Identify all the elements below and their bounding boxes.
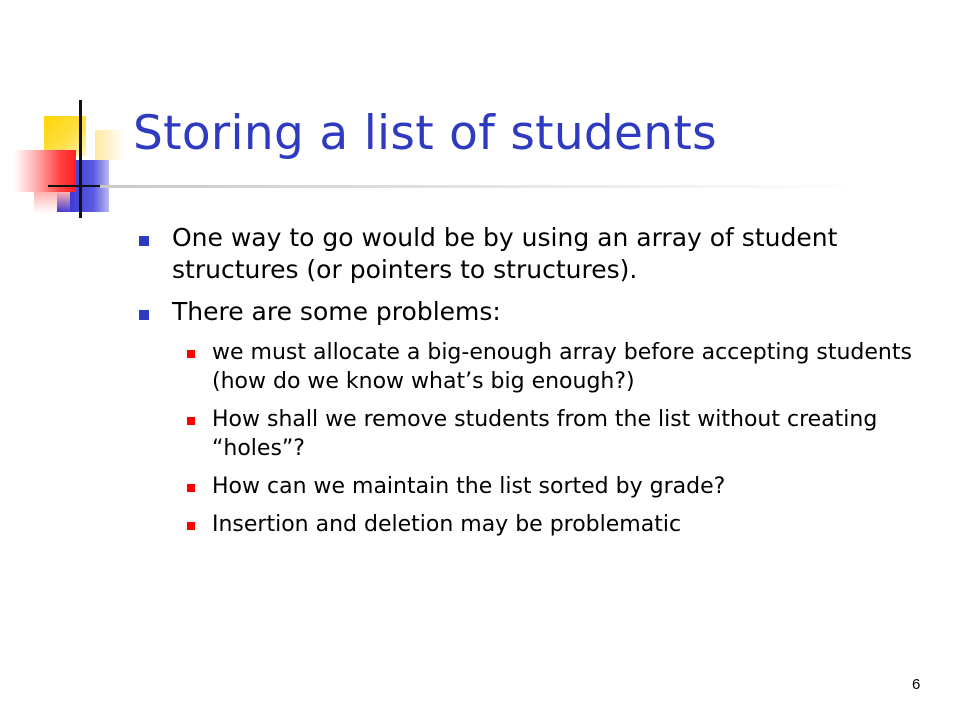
slide-content: [134, 222, 914, 548]
bullet-text: One way to go would be by using an array of student structures (or pointers to structures).: [172, 223, 838, 284]
logo-vertical-line: [79, 100, 82, 218]
sub-bullet-item: [134, 405, 914, 463]
sub-bullet-text: we must allocate a big-enough array before accepting students (how do we know what’s big enough?): [212, 340, 912, 394]
bullet-square-icon: [139, 236, 149, 246]
bullet-square-icon: [139, 310, 149, 320]
title-underline: [100, 185, 870, 188]
sub-bullet-square-icon: [187, 484, 195, 492]
sub-bullet-text: Insertion and deletion may be problematic: [212, 512, 682, 537]
logo-highlight: [95, 130, 125, 160]
bullet-item: [134, 222, 914, 286]
logo-red-fade: [34, 192, 70, 214]
bullet-text: There are some problems:: [172, 297, 501, 326]
decorative-logo: [0, 0, 140, 230]
sub-bullet-square-icon: [187, 417, 195, 425]
sub-bullet-square-icon: [187, 522, 195, 530]
sub-bullet-text: How shall we remove students from the list without creating “holes”?: [212, 407, 878, 461]
sub-bullet-item: [134, 472, 914, 501]
sub-bullet-item: [134, 510, 914, 539]
sub-bullet-text: How can we maintain the list sorted by grade?: [212, 474, 726, 499]
sub-bullet-item: [134, 338, 914, 396]
bullet-item: [134, 296, 914, 328]
slide-title: Storing a list of students: [133, 106, 717, 161]
sub-bullet-square-icon: [187, 350, 195, 358]
page-number: 6: [912, 676, 921, 693]
